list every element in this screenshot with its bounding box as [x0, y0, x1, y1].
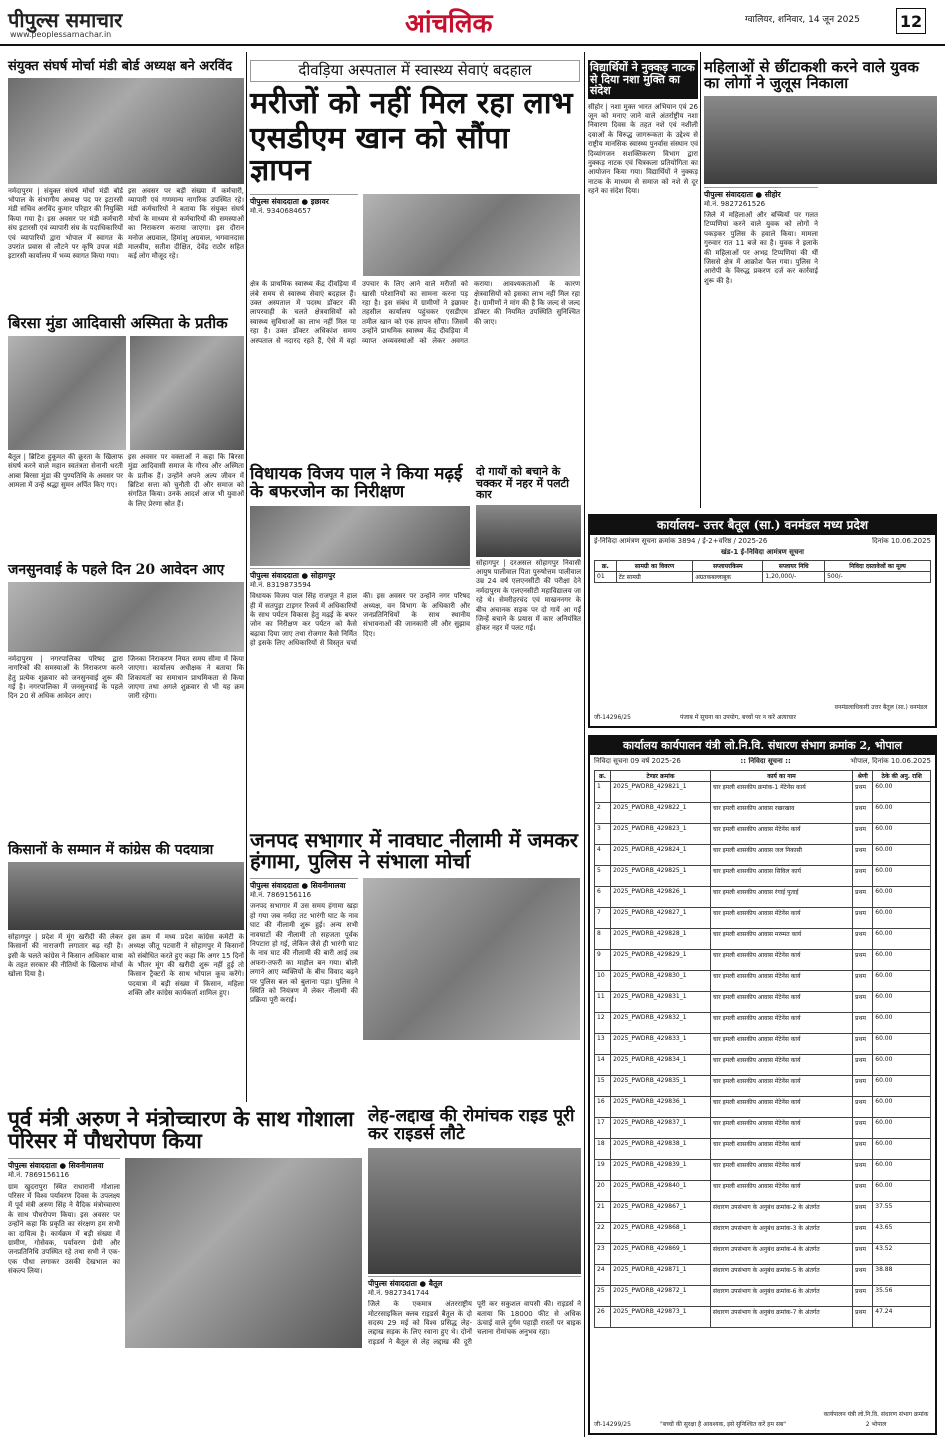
headline[interactable]: बिरसा मुंडा आदिवासी अस्मिता के प्रतीक	[8, 314, 228, 332]
article-body: जिले के एकमात्र अंतरराष्ट्रीय मोटरसाइकिल क्लब राइडर्स बैतूल के दो सदस्य 29 मई को विश्व प्रसिद्ध लेह-लद्दाख सड़क के लिए रवाना हुए थे। दोनों राइडर्स ने बैतूल से लेह लद्दाख की दूरी पूरी कर सकुशल वापसी की। राइडर्स ने बताया कि 18000 फीट से अधिक ऊंचाई वाले दुर्गम पहाड़ी रास्तों पर बाइक चलाना रोमांचक अनुभव रहा।	[368, 1300, 581, 1346]
table-cell: चार इमली शासकीय आवास मेंटेनेंस कार्य	[710, 1054, 852, 1075]
table-cell: 7	[595, 907, 611, 928]
table-cell: 38.88	[873, 1264, 931, 1285]
table-cell: 4	[595, 844, 611, 865]
table-cell: 60.00	[873, 949, 931, 970]
table-cell: संधारण उपसंभाग के अनुबंध क्रमांक-3 के अंतर्गत	[710, 1222, 852, 1243]
table-row	[595, 949, 931, 970]
table-cell: 12	[595, 1012, 611, 1033]
tender-subtitle: :: निविदा सूचना ::	[740, 756, 791, 765]
tender-title: कार्यालय कार्यपालन यंत्री लो.नि.वि. संधारण संभाग क्रमांक 2, भोपाल	[590, 737, 935, 755]
table-row	[595, 1264, 931, 1285]
table-cell: 2025_PWDRB_429822_1	[611, 802, 711, 823]
table-cell: 14	[595, 1054, 611, 1075]
table-cell: प्रथम	[853, 1054, 873, 1075]
table-row	[595, 781, 931, 802]
table-cell: प्रथम	[853, 970, 873, 991]
table-row	[595, 1117, 931, 1138]
table-header-cell: सामग्री का विवरण	[616, 561, 693, 572]
article-body-continued	[823, 187, 937, 449]
table-header-cell: टेण्डर क्रमांक	[611, 770, 711, 781]
column-rule	[246, 52, 247, 1102]
table-cell: 60.00	[873, 1054, 931, 1075]
table-cell: 2025_PWDRB_429823_1	[611, 823, 711, 844]
table-cell: चार इमली शासकीय आवास मेंटेनेंस कार्य	[710, 1075, 852, 1096]
tender-notice: ई-निविदा आमंत्रण सूचना क्रमांक 3894 / ई-2+वरिष्ठ / 2025-26	[594, 536, 768, 545]
article-navghat	[250, 830, 580, 1050]
newspaper-logo[interactable]: पीपुल्स समाचार	[8, 8, 123, 32]
table-cell: 2025_PWDRB_429832_1	[611, 1012, 711, 1033]
photo-gathering	[130, 336, 244, 450]
byline: पीपुल्स संवाददाता ● बैतूल	[368, 1276, 581, 1289]
table-cell: 60.00	[873, 970, 931, 991]
table-cell: 13	[595, 1033, 611, 1054]
table-cell: 2	[595, 802, 611, 823]
table-row	[595, 1201, 931, 1222]
table-cell: प्रथम	[853, 1180, 873, 1201]
table-row	[595, 991, 931, 1012]
table-row	[595, 1243, 931, 1264]
table-header	[595, 770, 931, 781]
headline[interactable]: किसानों के सम्मान में कांग्रेस की पदयात्रा	[8, 842, 214, 858]
table-cell: चार इमली शासकीय आवास मेंटेनेंस कार्य	[710, 1159, 852, 1180]
table-row	[595, 1054, 931, 1075]
table-cell: 2025_PWDRB_429871_1	[611, 1264, 711, 1285]
table-cell: 60.00	[873, 928, 931, 949]
table-row	[595, 907, 931, 928]
article-lead: नर्मदापुरम | नगरपालिका परिषद द्वारा नागरिकों की समस्याओं के निराकरण करने हेतु प्रत्येक शुक्रवार को जनसुनवाई शुरू की गई है। नगरपालिका में जनसुनवाई के पहले दिन 20 से अधिक आवेदन आए।	[8, 654, 123, 701]
tender-footer: पंजाब में सूचना का उपयोग, बच्चों पर न करें अत्याचार	[680, 713, 797, 721]
photo-auction	[363, 878, 580, 1040]
table-cell: चार इमली शासकीय आवास मेंटेनेंस कार्य	[710, 991, 852, 1012]
article-jaloos	[704, 60, 937, 449]
table-cell: 43.65	[873, 1222, 931, 1243]
table-cell: 60.00	[873, 1033, 931, 1054]
byline: पीपुल्स संवाददाता ● सिवनीमालवा	[8, 1158, 120, 1171]
table-cell: 11	[595, 991, 611, 1012]
table-cell: 60.00	[873, 1096, 931, 1117]
table-cell: प्रथम	[853, 928, 873, 949]
table-row	[595, 865, 931, 886]
table-cell: चार इमली शासकीय आवास मेंटेनेंस कार्य	[710, 949, 852, 970]
table-cell: चार इमली शासकीय आवास मेंटेनेंस कार्य	[710, 970, 852, 991]
table-cell: प्रथम	[853, 1012, 873, 1033]
article-plantation	[8, 1108, 362, 1411]
table-cell: प्रथम	[853, 1285, 873, 1306]
tender-table	[594, 560, 931, 583]
table-header-cell: सप्लायरकिस्म	[693, 561, 763, 572]
article-body: क्षेत्र के प्राथमिक स्वास्थ्य केंद्र दीवड़िया में लंबे समय से स्वास्थ्य सेवाएं बदहाल हैं। उक्त अस्पताल में पदस्थ डॉक्टर की लापरवाही के चलते क्षेत्रवासियों को स्वास्थ्य सुविधाओं का लाभ नहीं मिल पा रहा है। उक्त डॉक्टर अधिकांश समय अस्पताल से नदारद रहते हैं, ऐसे में वहां उपचार के लिए आने वाले मरीजों को खासी परेशानियों का सामना करना पड़ रहा है। इस संबंध में ग्रामीणों ने इछावर तहसील कार्यालय पहुंचकर एसडीएम तमील खान को एक ज्ञापन सौंपा। जिसमें उन्होंने प्राथमिक स्वास्थ्य केंद्र दीवड़िया में व्याप्त अव्यवस्थाओं को लेकर अवगत कराया। आवश्यकताओं के कारण क्षेत्रवासियों को इसका लाभ नहीं मिल रहा है। ग्रामीणों ने मांग की है कि जल्द से जल्द डॉक्टर की नियमित उपस्थिति सुनिश्चित की जाए।	[250, 280, 580, 345]
article-body: जनपद सभागार में उस समय हंगामा खड़ा हो गया जब नर्मदा तट भारंगी घाट के नाव घाट की नीलामी शुरू हुई। अन्य सभी नावघाटों की नीलामी तो सहजता पूर्वक निपटारा हो गई, लेकिन जैसे ही भारंगी घाट के नाव घाट की नीलामी की बारी आई तब अफरा-तफरी का माहौल बन गया। बोली लगाने आए व्यक्तियों के बीच विवाद बढ़ने पर पुलिस बल को बुलाना पड़ा। पुलिस ने स्थिति को नियंत्रण में लेकर नीलामी की प्रक्रिया पूरी कराई।	[250, 902, 358, 1005]
table-cell: चार इमली शासकीय आवास सिविल कार्य	[710, 865, 852, 886]
mobile: मो.नं. 9340684657	[250, 207, 312, 216]
headline[interactable]: पूर्व मंत्री अरुण ने मंत्रोच्चारण के साथ गोशाला परिसर में पौधरोपण किया	[8, 1106, 354, 1154]
table-cell: प्रथम	[853, 1243, 873, 1264]
table-row	[595, 1180, 931, 1201]
table-row	[595, 572, 931, 583]
article-body: सोहागपुर | दरअसल सोहागपुर निवासी आयुष पालीवाल पिता पुरुषोत्तम पालीवाल उम्र 24 वर्ष एलएनसीटी की परीक्षा देने नर्मदापुरम के एलएनसीटी महाविद्यालय जा रहे थे। सेमरीहरचंद एवं माखननगर के बीच अचानक सड़क पर दो गायें आ गईं जिन्हें बचाने के प्रयास में कार अनियंत्रित होकर नहर में पलट गई।	[476, 558, 581, 633]
headline[interactable]: जनपद सभागार में नावघाट नीलामी में जमकर हंगामा, पुलिस ने संभाला मोर्चा	[250, 828, 578, 873]
subheadline[interactable]: एसडीएम खान को सौंपा ज्ञापन	[250, 121, 510, 188]
table-cell: 60.00	[873, 1012, 931, 1033]
table-cell: 17	[595, 1117, 611, 1138]
table-cell: 21	[595, 1201, 611, 1222]
tender-title: कार्यालय- उत्तर बैतूल (सा.) वनमंडल मध्य प्रदेश	[590, 516, 935, 535]
tender-footer: "बच्चों की सुरक्षा है आवश्यक, इसे सुनिश्चित करें हम सब"	[660, 1420, 787, 1428]
table-header-cell: क्र.	[595, 770, 611, 781]
table-cell: 2025_PWDRB_429839_1	[611, 1159, 711, 1180]
table-cell: अग्रतकबल्लाबुक	[693, 572, 763, 583]
table-cell: 5	[595, 865, 611, 886]
table-row	[595, 928, 931, 949]
photo-inspection	[250, 506, 470, 566]
tender-betul	[588, 514, 937, 728]
mobile: मो.नं. 7869156116	[250, 891, 312, 899]
table-cell: संधारण उपसंभाग के अनुबंध क्रमांक-5 के अंतर्गत	[710, 1264, 852, 1285]
table-cell: प्रथम	[853, 907, 873, 928]
table-header-cell: क्र.	[595, 561, 617, 572]
table-cell: 15	[595, 1075, 611, 1096]
table-cell: चार इमली शासकीय आवास मेंटेनेंस कार्य	[710, 1096, 852, 1117]
dateline: ग्वालियर, शनिवार, 14 जून 2025	[745, 15, 860, 25]
tender-sign: वनमंडलाधिकारी उत्तर बैतूल (सा.) वनमंडल	[834, 703, 928, 711]
mobile: मो.नं. 7869156116	[8, 1171, 70, 1180]
table-cell: 24	[595, 1264, 611, 1285]
table-cell: 26	[595, 1306, 611, 1327]
table-row	[595, 844, 931, 865]
headline[interactable]: लेह-लद्दाख की रोमांचक राइड पूरी कर राइडर्स लौटे	[368, 1106, 575, 1144]
table-cell: 1,20,000/-	[763, 572, 825, 583]
article-body: इस क्रम में मध्य प्रदेश कांग्रेस कमेटी के अध्यक्ष जीतू पटवारी ने सोहागपुर में किसानों को संबोधित करते हुए कहा कि अगर 15 दिनों के भीतर मूंग की खरीदी शुरू नहीं हुई तो किसान ट्रैक्टरों के साथ भोपाल कूच करेंगे। पदयात्रा में बड़ी संख्या में किसान, महिला शक्ति और कांग्रेस कार्यकर्ता शामिल हुए।	[128, 932, 244, 998]
article-vijay-pal	[250, 466, 470, 772]
table-cell: 2025_PWDRB_429872_1	[611, 1285, 711, 1306]
byline: पीपुल्स संवाददाता ● सीहोर	[704, 187, 818, 200]
table-row	[595, 1159, 931, 1180]
tender-pwd-bhopal	[588, 735, 937, 1435]
table-cell: प्रथम	[853, 1264, 873, 1285]
article-leh-ride	[368, 1108, 581, 1410]
table-cell: 2025_PWDRB_429835_1	[611, 1075, 711, 1096]
table-cell: चार इमली शासकीय आवास मेंटेनेंस कार्य	[710, 907, 852, 928]
table-row	[595, 823, 931, 844]
table-cell: 2025_PWDRB_429873_1	[611, 1306, 711, 1327]
headline[interactable]: जनसुनवाई के पहले दिन 20 आवेदन आए	[8, 562, 225, 578]
article-body: इस अवसर पर बड़ी संख्या में कर्मचारी, व्यापारी एवं गणमान्य नागरिक उपस्थित रहे। मंडी कर्मचारियों ने बताया कि संयुक्त संघर्ष मोर्चा के माध्यम से कर्मचारियों की समस्याओं का निराकरण कराया जाएगा। इस दौरान मनोज अग्रवाल, हिमांशु अग्रवाल, भगवानदास मालवीय, सतीश दीक्षित, देवेंद्र राठौर सहित कई लोग मौजूद रहे।	[128, 186, 244, 261]
article-body: ग्राम खुदरापुरा स्थित राधारानी गोशाला परिसर में विश्व पर्यावरण दिवस के उपलक्ष्य में पूर्व मंत्री अरुण सिंह ने वैदिक मंत्रोच्चारण के साथ पौधरोपण किया। इस अवसर पर उन्होंने कहा कि प्रकृति का संरक्षण हम सभी का दायित्व है। कार्यक्रम में बड़ी संख्या में ग्रामीण, गोसेवक, पर्यावरण प्रेमी और जनप्रतिनिधि उपस्थित रहे तथा सभी ने एक-एक पौधा लगाकर उसकी देखभाल का संकल्प लिया।	[8, 1182, 120, 1276]
table-cell: 2025_PWDRB_429840_1	[611, 1180, 711, 1201]
table-cell: 37.55	[873, 1201, 931, 1222]
table-cell: 2025_PWDRB_429837_1	[611, 1117, 711, 1138]
table-cell: प्रथम	[853, 1033, 873, 1054]
tender-table	[594, 770, 931, 1328]
tender-date: दिनांक 10.06.2025	[872, 536, 931, 545]
photo-plantation	[125, 1158, 362, 1348]
table-cell: 60.00	[873, 823, 931, 844]
table-cell: 60.00	[873, 991, 931, 1012]
table-cell: 35.56	[873, 1285, 931, 1306]
table-cell: 9	[595, 949, 611, 970]
headline[interactable]: विधायक विजय पाल ने किया मढ़ई के बफरजोन का निरीक्षण	[250, 464, 463, 502]
mobile: मो.नं. 8319873594	[250, 580, 312, 589]
tender-ref: जी-14296/25	[594, 713, 631, 721]
column-rule	[584, 52, 585, 1437]
table-cell: 2025_PWDRB_429825_1	[611, 865, 711, 886]
article-lead: बैतूल | ब्रिटिश हुकूमत की क्रूरता के खिलाफ संघर्ष करने वाले महान स्वतंत्रता सेनानी धरती आबा बिरसा मुंडा की पुण्यतिथि के अवसर पर आमला में उन्हें श्रद्धा सुमन अर्पित किए गए।	[8, 452, 123, 489]
mobile: मो.नं. 9827341744	[368, 1288, 430, 1297]
table-cell: 60.00	[873, 1159, 931, 1180]
table-cell: प्रथम	[853, 1075, 873, 1096]
article-car-canal	[476, 466, 581, 759]
section-title: आंचलिक	[405, 9, 493, 39]
photo-hearing	[8, 582, 244, 652]
table-cell: चार इमली शासकीय आवास जल निकासी	[710, 844, 852, 865]
table-row	[595, 886, 931, 907]
table-cell: 10	[595, 970, 611, 991]
headline[interactable]: महिलाओं से छींटाकशी करने वाले युवक का लोगों ने जुलूस निकाला	[704, 58, 919, 92]
headline[interactable]: दो गायों को बचाने के चक्कर में नहर में पलटी कार	[476, 465, 569, 502]
article-body: विधायक विजय पाल सिंह राजपूत ने हाल ही में सतपुड़ा टाइगर रिजर्व में अधिकारियों के साथ पर्यटन विकास हेतु मढ़ई के बफर जोन का निरीक्षण कर पर्यटन को कैसे बढ़ावा दिया जाए तथा रोजगार कैसे निर्मित हो इसके लिए अधिकारियों से विस्तृत चर्चा की। इस अवसर पर उन्होंने नगर परिषद अध्यक्ष, वन विभाग के अधिकारी और जनप्रतिनिधियों के साथ स्थानीय संभावनाओं की जानकारी ली और सुझाव दिए।	[250, 592, 470, 648]
headline[interactable]: मरीजों को नहीं मिल रहा लाभ	[250, 85, 573, 121]
article-body: सीहोर | नशा मुक्त भारत अभियान एवं 26 जून को मनाए जाने वाले अंतर्राष्ट्रीय नशा निवारण दिवस के तहत नशे एवं नशीली दवाओं के विरुद्ध जागरूकता के उद्देश्य से राष्ट्रीय मानसिक स्वास्थ्य पुनर्वास संस्थान एवं दिव्यांगजन सशक्तिकरण विभाग द्वारा नुक्कड़ नाटक एवं चित्रकला प्रतियोगिता का आयोजन किया गया। विद्यार्थियों ने नुक्कड़ नाटक के माध्यम से समाज को नशे से दूर रहने का संदेश दिया।	[588, 102, 698, 196]
byline: पीपुल्स संवाददाता ● सोहागपुर	[250, 568, 470, 581]
table-cell: 01	[595, 572, 617, 583]
photo-tribute	[8, 336, 126, 450]
article-congress-padyatra	[8, 843, 244, 1079]
tender-sign: कार्यपालन यंत्री लो.नि.वि. संधारण संभाग क्रमांक 2 भोपाल	[823, 1411, 929, 1428]
article-arvind	[8, 60, 244, 325]
table-cell: प्रथम	[853, 844, 873, 865]
table-cell: 60.00	[873, 1075, 931, 1096]
table-cell: 60.00	[873, 1180, 931, 1201]
article-diwadiya-hospital	[250, 60, 580, 490]
table-cell: प्रथम	[853, 949, 873, 970]
table-cell: प्रथम	[853, 886, 873, 907]
table-cell: 60.00	[873, 865, 931, 886]
table-row	[595, 1075, 931, 1096]
table-row	[595, 1138, 931, 1159]
table-cell: 25	[595, 1285, 611, 1306]
table-row	[595, 802, 931, 823]
table-cell: प्रथम	[853, 1159, 873, 1180]
table-cell: चार इमली शासकीय आवास मेंटेनेंस कार्य	[710, 1012, 852, 1033]
table-cell: 8	[595, 928, 611, 949]
table-cell: प्रथम	[853, 823, 873, 844]
tender-ref: जी-14299/25	[594, 1420, 631, 1428]
table-row	[595, 1306, 931, 1327]
table-row	[595, 970, 931, 991]
table-cell: प्रथम	[853, 1138, 873, 1159]
table-cell: 1	[595, 781, 611, 802]
table-cell: 60.00	[873, 802, 931, 823]
table-cell: प्रथम	[853, 1096, 873, 1117]
table-cell: टेंट सामग्री	[616, 572, 693, 583]
table-cell: संधारण उपसंभाग के अनुबंध क्रमांक-2 के अंतर्गत	[710, 1201, 852, 1222]
photo-padyatra	[8, 862, 244, 930]
tender-date: भोपाल, दिनांक 10.06.2025	[850, 756, 931, 765]
photo-hospital	[363, 194, 580, 276]
article-body: जिनका निराकरण नियत समय सीमा में किया जाएगा। कार्यालय अधीक्षक ने बताया कि शिकायतों का समाधान प्राथमिकता से किया जाएगा तथा अगले शुक्रवार से भी यह क्रम जारी रहेगा।	[128, 654, 244, 701]
byline: पीपुल्स संवाददाता ● इछावर	[250, 194, 358, 207]
mobile: मो.नं. 9827261526	[704, 199, 766, 208]
article-jansunvai	[8, 563, 244, 821]
article-birsa	[8, 316, 244, 555]
article-lead: नर्मदापुरम | संयुक्त संघर्ष मोर्चा मंडी बोर्ड भोपाल के संभागीय अध्यक्ष पद पर इटारसी मंडी सचिव अरविंद कुमार परिहार की नियुक्ति किया गया है। इस अवसर पर मंडी कर्मचारी संघ इटारसी एवं व्यापारी संघ के पदाधिकारियों एवं व्यापारियों द्वारा भोपाल में स्वागत के उपरांत प्रवास से लौटने पर कृषि उपज मंडी इटारसी कार्यालय में भव्य स्वागत किया गया।	[8, 186, 123, 261]
article-body: इस अवसर पर वक्ताओं ने कहा कि बिरसा मुंडा आदिवासी समाज के गौरव और अस्मिता के प्रतीक हैं। उन्होंने अपने अल्प जीवन में ब्रिटिश सत्ता को चुनौती दी और समाज को संगठित किया। उनके आदर्श आज भी युवाओं के लिए प्रेरणा स्रोत हैं।	[128, 452, 244, 508]
article-nukkad-natak	[588, 60, 698, 511]
table-cell: 22	[595, 1222, 611, 1243]
table-header-cell: सप्लायर निधि	[763, 561, 825, 572]
table-cell: चार इमली शासकीय आवास मेंटेनेंस कार्य	[710, 1180, 852, 1201]
table-cell: प्रथम	[853, 1306, 873, 1327]
table-cell: संधारण उपसंभाग के अनुबंध क्रमांक-4 के अंतर्गत	[710, 1243, 852, 1264]
tender-subhead: खंड-1 ई-निविदा आमंत्रण सूचना	[721, 548, 804, 556]
table-cell: प्रथम	[853, 991, 873, 1012]
tender-notice: निविदा सूचना 09 वर्ष 2025-26	[594, 756, 681, 765]
table-cell: प्रथम	[853, 1201, 873, 1222]
table-cell: चार इमली शासकीय आवास मेंटेनेंस कार्य	[710, 1138, 852, 1159]
table-cell: 19	[595, 1159, 611, 1180]
table-cell: 60.00	[873, 907, 931, 928]
table-cell: संधारण उपसंभाग के अनुबंध क्रमांक-6 के अंतर्गत	[710, 1285, 852, 1306]
masthead	[0, 0, 945, 46]
table-cell: 2025_PWDRB_429828_1	[611, 928, 711, 949]
photo-car	[476, 505, 581, 557]
table-cell: 60.00	[873, 781, 931, 802]
table-cell: 43.52	[873, 1243, 931, 1264]
table-row	[595, 1033, 931, 1054]
table-row	[595, 1012, 931, 1033]
table-row	[595, 1222, 931, 1243]
table-header	[595, 561, 931, 572]
table-cell: 2025_PWDRB_429836_1	[611, 1096, 711, 1117]
table-cell: 2025_PWDRB_429868_1	[611, 1222, 711, 1243]
table-cell: 2025_PWDRB_429829_1	[611, 949, 711, 970]
kicker: दीवड़िया अस्पताल में स्वास्थ्य सेवाएं बदहाल	[250, 60, 580, 82]
table-cell: संधारण उपसंभाग के अनुबंध क्रमांक-7 के अंतर्गत	[710, 1306, 852, 1327]
table-cell: चार इमली शासकीय आवास रंगाई पुताई	[710, 886, 852, 907]
table-cell: 3	[595, 823, 611, 844]
table-cell: 2025_PWDRB_429826_1	[611, 886, 711, 907]
table-cell: 500/-	[825, 572, 931, 583]
article-body: जिले में महिलाओं और बच्चियों पर गलत टिप्पणियां करने वाले युवक को लोगों ने पकड़कर पुलिस के हवाले किया। मामला गुरुवार रात 11 बजे का है। युवक ने इलाके की महिलाओं पर अभद्र टिप्पणियां की थीं जिससे क्षेत्र में आक्रोश फैल गया। पुलिस ने आरोपी के विरुद्ध प्रकरण दर्ज कर कार्रवाई शुरू की है।	[704, 210, 818, 285]
table-cell: 2025_PWDRB_429833_1	[611, 1033, 711, 1054]
table-cell: 20	[595, 1180, 611, 1201]
table-cell: 2025_PWDRB_429869_1	[611, 1243, 711, 1264]
table-cell: चार इमली शासकीय आवास मेंटेनेंस कार्य	[710, 823, 852, 844]
table-cell: 60.00	[873, 1117, 931, 1138]
table-cell: चार इमली शासकीय आवास मेंटेनेंस कार्य	[710, 1117, 852, 1138]
table-cell: 23	[595, 1243, 611, 1264]
table-cell: 6	[595, 886, 611, 907]
photo-felicitation	[8, 78, 244, 184]
table-cell: प्रथम	[853, 802, 873, 823]
table-header-cell: ठेके की अनु. राशि	[873, 770, 931, 781]
table-header-cell: कार्य का नाम	[710, 770, 852, 781]
table-row	[595, 1096, 931, 1117]
headline[interactable]: संयुक्त संघर्ष मोर्चा मंडी बोर्ड अध्यक्ष बने अरविंद	[8, 59, 233, 74]
table-cell: 2025_PWDRB_429827_1	[611, 907, 711, 928]
table-cell: 2025_PWDRB_429838_1	[611, 1138, 711, 1159]
photo-jaloos	[704, 96, 937, 184]
table-cell: 2025_PWDRB_429824_1	[611, 844, 711, 865]
table-cell: 60.00	[873, 1138, 931, 1159]
table-cell: 2025_PWDRB_429834_1	[611, 1054, 711, 1075]
table-cell: चार इमली शासकीय आवास रखरखाव	[710, 802, 852, 823]
table-cell: 2025_PWDRB_429831_1	[611, 991, 711, 1012]
table-cell: चार इमली शासकीय क्रमांक-1 मेंटेनेंस कार्य	[710, 781, 852, 802]
table-cell: 16	[595, 1096, 611, 1117]
table-header-cell: श्रेणी	[853, 770, 873, 781]
article-lead: सोहागपुर | प्रदेश में मूंग खरीदी की लेकर किसानों की नाराजगी लगातार बढ़ रही है। इसी के चलते कांग्रेस ने किसान अधिकार यात्रा के तहत सरकार की नीतियों के खिलाफ मोर्चा खोला दिया है।	[8, 932, 123, 979]
table-cell: चार इमली शासकीय आवास मेंटेनेंस कार्य	[710, 1033, 852, 1054]
photo-riders	[368, 1148, 581, 1274]
table-header-cell: निविदा दस्तावेजों का मूल्य	[825, 561, 931, 572]
page-number: 12	[896, 8, 926, 34]
table-cell: 2025_PWDRB_429830_1	[611, 970, 711, 991]
byline: पीपुल्स संवाददाता ● सिवनीमालवा	[250, 878, 358, 891]
headline[interactable]: विद्यार्थियों ने नुक्कड़ नाटक से दिया नशा मुक्ति का संदेश	[588, 60, 698, 99]
column-rule	[700, 52, 701, 508]
table-cell: 2025_PWDRB_429821_1	[611, 781, 711, 802]
table-cell: 60.00	[873, 886, 931, 907]
table-cell: प्रथम	[853, 1222, 873, 1243]
table-cell: 18	[595, 1138, 611, 1159]
table-cell: 2025_PWDRB_429867_1	[611, 1201, 711, 1222]
table-cell: प्रथम	[853, 865, 873, 886]
table-cell: 47.24	[873, 1306, 931, 1327]
table-cell: 60.00	[873, 844, 931, 865]
table-cell: प्रथम	[853, 781, 873, 802]
website-link[interactable]: www.peoplessamachar.in	[10, 30, 112, 39]
table-row	[595, 1285, 931, 1306]
table-cell: चार इमली शासकीय आवास मरम्मत कार्य	[710, 928, 852, 949]
table-cell: प्रथम	[853, 1117, 873, 1138]
